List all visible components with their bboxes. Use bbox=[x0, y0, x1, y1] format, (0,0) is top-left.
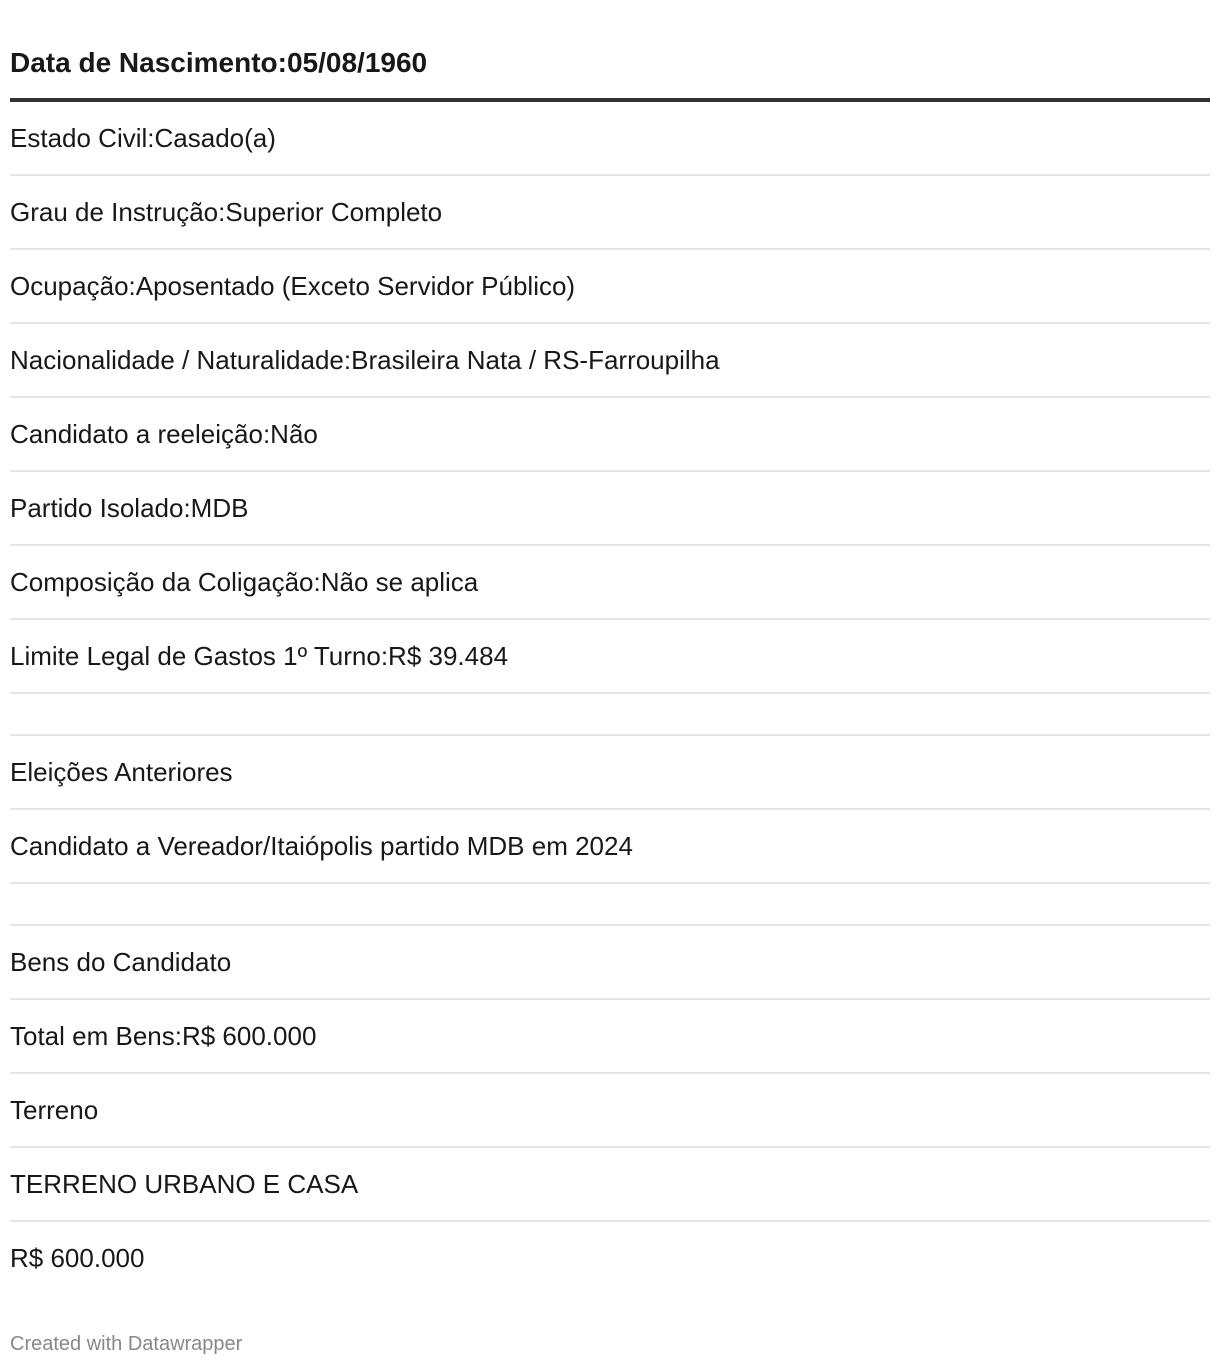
table-row bbox=[10, 1074, 1210, 1148]
table-row bbox=[10, 546, 1210, 620]
table-row bbox=[10, 324, 1210, 398]
row-text: R$ 600.000 bbox=[10, 1243, 145, 1273]
table-row bbox=[10, 472, 1210, 546]
row-text: Nacionalidade / Naturalidade:Brasileira Nata / RS-Farroupilha bbox=[10, 345, 720, 375]
datawrapper-credit[interactable]: Created with Datawrapper bbox=[10, 1333, 243, 1355]
row-text: Partido Isolado:MDB bbox=[10, 493, 249, 523]
row-text: Composição da Coligação:Não se aplica bbox=[10, 567, 479, 597]
table-header bbox=[10, 0, 1210, 102]
row-text: Total em Bens:R$ 600.000 bbox=[10, 1021, 317, 1051]
table-row-empty bbox=[10, 884, 1210, 926]
row-text: Limite Legal de Gastos 1º Turno:R$ 39.484 bbox=[10, 641, 509, 671]
table-row bbox=[10, 736, 1210, 810]
table-row bbox=[10, 810, 1210, 884]
row-text: Eleições Anteriores bbox=[10, 757, 233, 787]
row-text: Terreno bbox=[10, 1095, 99, 1125]
row-text: Candidato a Vereador/Itaiópolis partido MDB em 2024 bbox=[10, 831, 633, 861]
table-row bbox=[10, 176, 1210, 250]
row-text: TERRENO URBANO E CASA bbox=[10, 1169, 359, 1199]
row-text: Grau de Instrução:Superior Completo bbox=[10, 197, 443, 227]
table-row bbox=[10, 250, 1210, 324]
row-text: Estado Civil:Casado(a) bbox=[10, 123, 276, 153]
candidate-info-table bbox=[10, 0, 1210, 1294]
header-title: Data de Nascimento:05/08/1960 bbox=[10, 47, 428, 78]
table-row bbox=[10, 620, 1210, 694]
table-row bbox=[10, 1148, 1210, 1222]
table-row bbox=[10, 1000, 1210, 1074]
row-text: Candidato a reeleição:Não bbox=[10, 419, 318, 449]
row-text: Ocupação:Aposentado (Exceto Servidor Público) bbox=[10, 271, 576, 301]
table-row bbox=[10, 102, 1210, 176]
table-row-empty bbox=[10, 694, 1210, 736]
table-row bbox=[10, 926, 1210, 1000]
table-row bbox=[10, 1222, 1210, 1294]
table-row bbox=[10, 398, 1210, 472]
row-text: Bens do Candidato bbox=[10, 947, 232, 977]
